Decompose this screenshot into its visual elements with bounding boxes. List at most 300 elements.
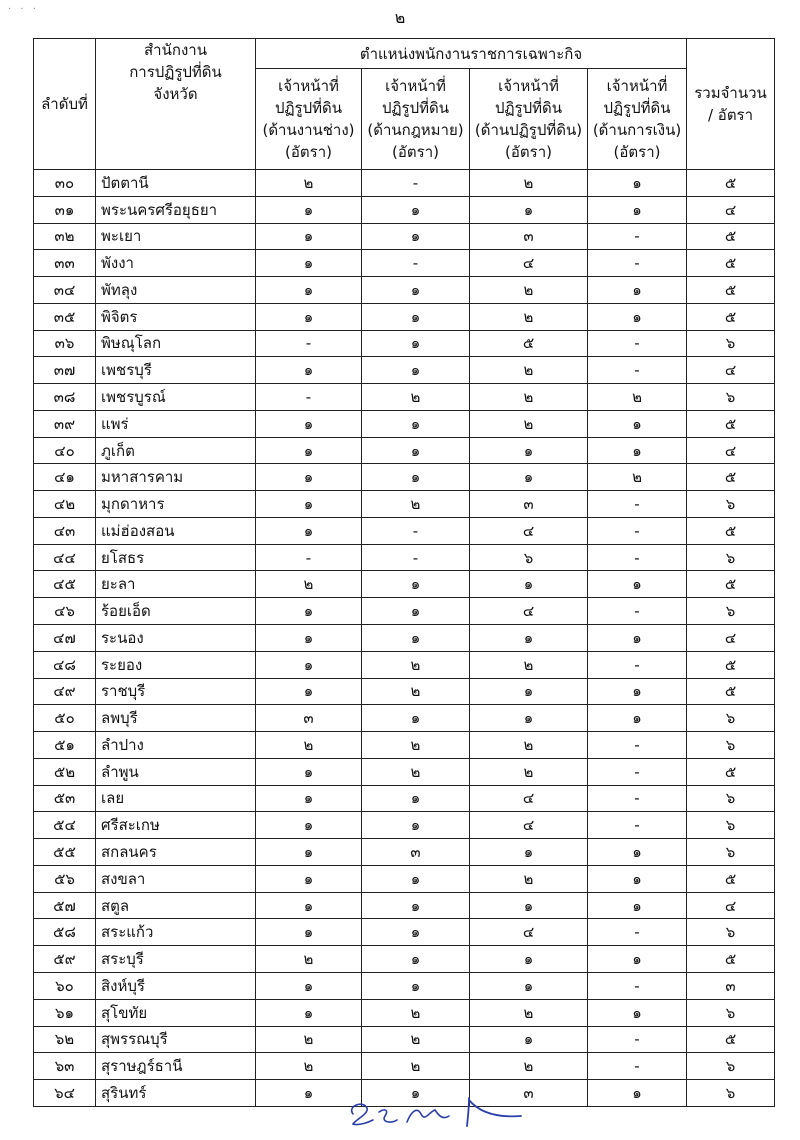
header-office [96,39,256,170]
row-land-reform: ๑ [470,464,588,491]
row-finance: - [588,250,687,277]
row-total: ๕ [687,303,775,330]
row-finance: ๑ [588,410,687,437]
row-finance: - [588,919,687,946]
row-technical: ๑ [256,437,362,464]
table-row [34,999,775,1026]
row-office: สระบุรี [96,946,256,973]
row-office: เพชรบูรณ์ [96,384,256,411]
row-finance: - [588,785,687,812]
row-office: พิษณุโลก [96,330,256,357]
row-index: ๖๔ [34,1080,96,1107]
row-office: แพร่ [96,410,256,437]
row-land-reform: ๒ [470,170,588,197]
header-line: (อัตรา) [505,143,552,161]
table-row [34,839,775,866]
header-line: เจ้าหน้าที่ [606,77,668,95]
row-office: ลำพูน [96,758,256,785]
row-technical: ๒ [256,732,362,759]
row-total: ๖ [687,732,775,759]
row-total: ๕ [687,517,775,544]
row-index: ๖๒ [34,1026,96,1053]
scan-dots: · · · [8,4,39,15]
table-row [34,277,775,304]
row-legal: ๑ [362,812,470,839]
table-row [34,170,775,197]
row-land-reform: ๑ [470,678,588,705]
row-technical: ๑ [256,785,362,812]
row-index: ๖๑ [34,999,96,1026]
table-row [34,946,775,973]
table-row [34,1053,775,1080]
row-legal: ๑ [362,277,470,304]
row-index: ๔๑ [34,464,96,491]
row-technical: ๑ [256,972,362,999]
row-legal: ๒ [362,651,470,678]
row-index: ๖๓ [34,1053,96,1080]
row-land-reform: ๕ [470,330,588,357]
row-technical: ๒ [256,170,362,197]
row-finance: - [588,517,687,544]
row-index: ๕๒ [34,758,96,785]
row-finance: - [588,1053,687,1080]
table-row [34,812,775,839]
row-finance: ๑ [588,625,687,652]
row-technical: ๑ [256,892,362,919]
row-land-reform: ๒ [470,999,588,1026]
row-land-reform: ๒ [470,277,588,304]
row-index: ๕๕ [34,839,96,866]
header-line: เจ้าหน้าที่ [498,77,559,95]
row-legal: ๒ [362,999,470,1026]
row-legal: ๑ [362,571,470,598]
row-legal: ๑ [362,196,470,223]
row-land-reform: ๒ [470,303,588,330]
row-office: สระแก้ว [96,919,256,946]
row-land-reform: ๑ [470,437,588,464]
row-land-reform: ๓ [470,223,588,250]
header-group: ตำแหน่งพนักงานราชการเฉพาะกิจ [256,39,687,69]
row-legal: ๑ [362,330,470,357]
row-index: ๔๕ [34,571,96,598]
row-finance: ๑ [588,1080,687,1107]
row-technical: ๑ [256,598,362,625]
row-legal: ๑ [362,464,470,491]
header-line: ปฏิรูปที่ดิน [381,99,450,117]
table-row [34,464,775,491]
row-finance: ๑ [588,678,687,705]
row-total: ๖ [687,785,775,812]
table-row [34,410,775,437]
row-total: ๕ [687,1026,775,1053]
row-legal: ๑ [362,437,470,464]
row-total: ๖ [687,839,775,866]
row-index: ๕๔ [34,812,96,839]
row-technical: ๑ [256,223,362,250]
table-row [34,758,775,785]
row-total: ๔ [687,437,775,464]
header-line: (อัตรา) [392,143,439,161]
row-technical: ๑ [256,410,362,437]
row-office: ร้อยเอ็ด [96,598,256,625]
row-legal: ๑ [362,357,470,384]
row-land-reform: ๑ [470,946,588,973]
row-index: ๓๗ [34,357,96,384]
row-land-reform: ๑ [470,705,588,732]
row-legal: ๑ [362,598,470,625]
row-office: สกลนคร [96,839,256,866]
header-total-line: รวมจำนวน [694,84,767,102]
row-total: ๓ [687,972,775,999]
table-row [34,919,775,946]
row-land-reform: ๒ [470,758,588,785]
table-row [34,384,775,411]
header-line: เจ้าหน้าที่ [385,77,446,95]
row-office: เพชรบุรี [96,357,256,384]
row-total: ๔ [687,196,775,223]
row-office: ปัตตานี [96,170,256,197]
row-office: ยะลา [96,571,256,598]
row-total: ๕ [687,410,775,437]
header-line: (ด้านกฎหมาย) [367,121,464,139]
row-finance: - [588,357,687,384]
row-finance: - [588,491,687,518]
row-index: ๔๙ [34,678,96,705]
row-legal: ๑ [362,865,470,892]
row-office: พะเยา [96,223,256,250]
row-land-reform: ๑ [470,625,588,652]
row-index: ๕๖ [34,865,96,892]
row-legal: ๒ [362,384,470,411]
row-technical: ๑ [256,919,362,946]
row-total: ๖ [687,812,775,839]
row-total: ๖ [687,384,775,411]
row-finance: ๑ [588,999,687,1026]
row-index: ๓๘ [34,384,96,411]
row-technical: ๑ [256,517,362,544]
table-row [34,491,775,518]
row-finance: ๑ [588,303,687,330]
row-technical: ๑ [256,651,362,678]
row-office: ลพบุรี [96,705,256,732]
header-line: (อัตรา) [285,143,332,161]
table-row [34,330,775,357]
row-technical: ๑ [256,812,362,839]
row-index: ๓๖ [34,330,96,357]
row-land-reform: ๑ [470,1026,588,1053]
row-office: สิงห์บุรี [96,972,256,999]
row-office: สุรินทร์ [96,1080,256,1107]
row-land-reform: ๑ [470,972,588,999]
row-office: มหาสารคาม [96,464,256,491]
row-land-reform: ๒ [470,865,588,892]
row-finance: - [588,330,687,357]
header-total-line: / อัตรา [707,106,754,124]
row-total: ๕ [687,571,775,598]
row-finance: - [588,1026,687,1053]
table-row [34,196,775,223]
row-land-reform: ๖ [470,544,588,571]
row-finance: - [588,758,687,785]
row-legal: ๒ [362,678,470,705]
header-line: (อัตรา) [613,143,661,161]
row-office: ระนอง [96,625,256,652]
row-total: ๔ [687,892,775,919]
row-total: ๖ [687,1053,775,1080]
row-finance: - [588,972,687,999]
row-legal: ๑ [362,972,470,999]
row-office: สุราษฎร์ธานี [96,1053,256,1080]
row-index: ๕๑ [34,732,96,759]
header-col-land-reform [470,69,588,170]
row-technical: ๑ [256,196,362,223]
row-legal: ๑ [362,303,470,330]
row-finance: ๑ [588,839,687,866]
row-index: ๔๒ [34,491,96,518]
row-technical: ๑ [256,839,362,866]
table-row [34,223,775,250]
row-technical: ๒ [256,946,362,973]
table-row [34,892,775,919]
header-index: ลำดับที่ [34,39,96,170]
row-total: ๖ [687,705,775,732]
row-technical: ๑ [256,758,362,785]
table-row [34,865,775,892]
header-total [687,39,775,170]
row-index: ๓๐ [34,170,96,197]
row-index: ๕๐ [34,705,96,732]
table-row [34,250,775,277]
row-total: ๔ [687,357,775,384]
row-finance: ๑ [588,277,687,304]
row-technical: ๑ [256,678,362,705]
row-legal: ๒ [362,1026,470,1053]
table-row [34,357,775,384]
row-total: ๖ [687,919,775,946]
row-finance: - [588,651,687,678]
row-land-reform: ๒ [470,1053,588,1080]
row-land-reform: ๔ [470,919,588,946]
row-legal: ๑ [362,223,470,250]
table-row [34,571,775,598]
row-legal: ๒ [362,732,470,759]
staff-allocation-table [33,38,775,1107]
row-legal: - [362,170,470,197]
header-office-line: สำนักงาน [144,41,207,59]
row-index: ๓๒ [34,223,96,250]
row-technical: ๒ [256,571,362,598]
header-line: (ด้านงานช่าง) [262,121,355,139]
table-row [34,598,775,625]
row-land-reform: ๒ [470,651,588,678]
row-office: พังงา [96,250,256,277]
row-legal: ๑ [362,410,470,437]
header-line: ปฏิรูปที่ดิน [274,99,343,117]
table-row [34,651,775,678]
row-index: ๕๗ [34,892,96,919]
row-legal: ๒ [362,758,470,785]
row-total: ๕ [687,170,775,197]
row-total: ๕ [687,946,775,973]
row-total: ๖ [687,598,775,625]
row-technical: ๑ [256,491,362,518]
row-index: ๔๔ [34,544,96,571]
row-index: ๔๗ [34,625,96,652]
row-office: สุพรรณบุรี [96,1026,256,1053]
table-row [34,732,775,759]
header-line: (ด้านการเงิน) [592,121,682,139]
handwritten-signature [345,1092,525,1132]
table-row [34,785,775,812]
row-land-reform: ๒ [470,384,588,411]
row-land-reform: ๒ [470,357,588,384]
row-total: ๕ [687,678,775,705]
row-legal: ๑ [362,892,470,919]
row-legal: ๑ [362,625,470,652]
row-legal: ๑ [362,919,470,946]
row-finance: - [588,223,687,250]
row-technical: ๑ [256,1080,362,1107]
row-office: ราชบุรี [96,678,256,705]
row-total: ๕ [687,250,775,277]
row-land-reform: ๒ [470,410,588,437]
row-technical: - [256,330,362,357]
row-finance: - [588,598,687,625]
header-line: (ด้านปฏิรูปที่ดิน) [474,121,583,139]
row-office: พัทลุง [96,277,256,304]
row-legal: - [362,544,470,571]
row-technical: ๑ [256,250,362,277]
row-index: ๓๓ [34,250,96,277]
row-finance: - [588,812,687,839]
row-office: สงขลา [96,865,256,892]
row-technical: ๑ [256,625,362,652]
row-legal: ๒ [362,491,470,518]
row-land-reform: ๑ [470,892,588,919]
row-technical: ๑ [256,865,362,892]
table-row [34,437,775,464]
row-finance: ๑ [588,892,687,919]
header-col-technical [256,69,362,170]
row-finance: ๑ [588,437,687,464]
row-technical: ๑ [256,464,362,491]
table-row [34,1026,775,1053]
row-office: มุกดาหาร [96,491,256,518]
row-office: ภูเก็ต [96,437,256,464]
row-technical: - [256,544,362,571]
row-finance: ๑ [588,865,687,892]
row-technical: ๑ [256,357,362,384]
row-total: ๕ [687,865,775,892]
row-legal: ๑ [362,1080,470,1107]
row-office: ลำปาง [96,732,256,759]
row-technical: ๑ [256,999,362,1026]
table-row [34,972,775,999]
row-technical: ๒ [256,1053,362,1080]
row-index: ๖๐ [34,972,96,999]
row-total: ๖ [687,491,775,518]
row-office: แม่ฮ่องสอน [96,517,256,544]
row-total: ๕ [687,651,775,678]
row-legal: - [362,517,470,544]
table-body [34,170,775,1107]
row-technical: ๒ [256,1026,362,1053]
row-index: ๓๑ [34,196,96,223]
page-number: ๒ [394,8,406,27]
row-finance: - [588,544,687,571]
row-finance: ๒ [588,464,687,491]
row-total: ๕ [687,277,775,304]
row-finance: ๑ [588,705,687,732]
row-land-reform: ๑ [470,196,588,223]
row-index: ๓๔ [34,277,96,304]
row-office: สุโขทัย [96,999,256,1026]
row-index: ๔๓ [34,517,96,544]
table-row [34,303,775,330]
row-office: พิจิตร [96,303,256,330]
row-land-reform: ๑ [470,839,588,866]
row-technical: - [256,384,362,411]
row-index: ๔๖ [34,598,96,625]
row-finance: ๑ [588,170,687,197]
row-legal: ๑ [362,705,470,732]
table-row [34,705,775,732]
table-row [34,678,775,705]
row-land-reform: ๔ [470,598,588,625]
row-finance: ๒ [588,384,687,411]
row-land-reform: ๔ [470,517,588,544]
row-land-reform: ๓ [470,491,588,518]
row-index: ๕๘ [34,919,96,946]
row-legal: ๑ [362,946,470,973]
row-index: ๓๙ [34,410,96,437]
row-land-reform: ๒ [470,732,588,759]
row-total: ๔ [687,625,775,652]
header-col-finance [588,69,687,170]
row-total: ๖ [687,544,775,571]
table-row [34,517,775,544]
row-total: ๖ [687,999,775,1026]
row-land-reform: ๔ [470,785,588,812]
row-legal: - [362,250,470,277]
row-index: ๕๙ [34,946,96,973]
row-total: ๕ [687,758,775,785]
row-land-reform: ๔ [470,812,588,839]
row-index: ๔๐ [34,437,96,464]
row-legal: ๓ [362,839,470,866]
row-total: ๖ [687,330,775,357]
row-index: ๕๓ [34,785,96,812]
row-total: ๕ [687,223,775,250]
row-office: ยโสธร [96,544,256,571]
row-index: ๔๘ [34,651,96,678]
header-office-line: การปฏิรูปที่ดิน [129,63,222,81]
row-land-reform: ๑ [470,571,588,598]
row-land-reform: ๓ [470,1080,588,1107]
row-legal: ๑ [362,785,470,812]
row-office: สตูล [96,892,256,919]
row-technical: ๑ [256,303,362,330]
row-finance: - [588,732,687,759]
row-office: ศรีสะเกษ [96,812,256,839]
row-total: ๕ [687,464,775,491]
header-office-line: จังหวัด [153,85,198,103]
row-finance: ๑ [588,946,687,973]
header-line: ปฏิรูปที่ดิน [494,99,563,117]
table-row [34,544,775,571]
row-office: พระนครศรีอยุธยา [96,196,256,223]
row-technical: ๑ [256,277,362,304]
